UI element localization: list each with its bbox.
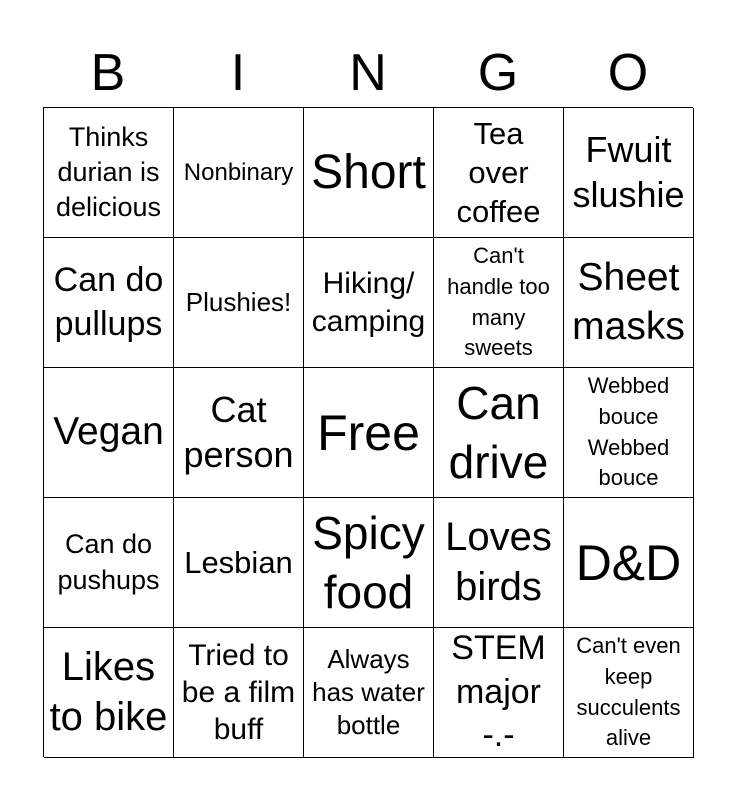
cell-text: Hiking/ camping — [311, 267, 426, 338]
cell-text: Can drive — [448, 376, 549, 488]
cell-text: Can't handle too many sweets — [447, 242, 550, 361]
bingo-cell[interactable] — [434, 368, 564, 498]
bingo-header — [43, 40, 693, 106]
cell-text: Webbed bouce Webbed bouce — [587, 372, 670, 491]
cell-text: Sheet masks — [572, 256, 685, 348]
cell-text: Spicy food — [312, 506, 425, 618]
header-letter-n: N — [349, 44, 387, 102]
cell-text: Can do pushups — [57, 529, 160, 595]
cell-text: Lesbian — [184, 544, 293, 580]
bingo-cell[interactable] — [564, 108, 694, 238]
bingo-cell[interactable] — [564, 628, 694, 758]
bingo-cell[interactable] — [44, 368, 174, 498]
header-letter-o: O — [607, 44, 649, 102]
bingo-cell[interactable] — [434, 108, 564, 238]
bingo-cell[interactable] — [434, 498, 564, 628]
bingo-cell[interactable] — [434, 238, 564, 368]
bingo-cell[interactable] — [564, 238, 694, 368]
bingo-cell[interactable] — [174, 108, 304, 238]
bingo-cell[interactable] — [304, 628, 434, 758]
bingo-cell[interactable] — [564, 498, 694, 628]
cell-text: Cat person — [183, 388, 294, 475]
bingo-cell[interactable] — [44, 628, 174, 758]
cell-text: Short — [311, 145, 426, 199]
cell-text: D&D — [575, 534, 682, 591]
cell-text: Can't even keep succulents alive — [576, 632, 681, 751]
cell-text: Loves birds — [445, 514, 552, 609]
bingo-cell[interactable] — [564, 368, 694, 498]
bingo-cell[interactable] — [304, 498, 434, 628]
cell-text: Tea over coffee — [456, 115, 541, 230]
cell-text: Can do pullups — [53, 260, 164, 343]
bingo-cell[interactable] — [304, 238, 434, 368]
cell-text: Always has water bottle — [312, 643, 425, 741]
bingo-board — [43, 107, 693, 757]
header-letter-b: B — [90, 44, 126, 102]
cell-text: Free — [317, 404, 420, 461]
bingo-cell[interactable] — [304, 108, 434, 238]
header-letter-g: G — [477, 44, 519, 102]
cell-text: Fwuit slushie — [572, 128, 685, 215]
cell-text: Tried to be a film buff — [181, 638, 296, 747]
cell-text: Thinks durian is delicious — [55, 121, 162, 223]
bingo-cell[interactable] — [44, 108, 174, 238]
cell-text: Plushies! — [185, 286, 292, 317]
free-space[interactable] — [304, 368, 434, 498]
cell-text: Likes to bike — [49, 644, 168, 739]
cell-text: Vegan — [53, 410, 164, 454]
bingo-cell[interactable] — [44, 238, 174, 368]
bingo-cell[interactable] — [174, 238, 304, 368]
cell-text: Nonbinary — [183, 158, 294, 186]
header-letter-i: I — [230, 44, 246, 102]
bingo-cell[interactable] — [434, 628, 564, 758]
bingo-cell[interactable] — [174, 498, 304, 628]
bingo-cell[interactable] — [44, 498, 174, 628]
bingo-cell[interactable] — [174, 368, 304, 498]
bingo-cell[interactable] — [174, 628, 304, 758]
cell-text: STEM major -.- — [451, 629, 546, 755]
